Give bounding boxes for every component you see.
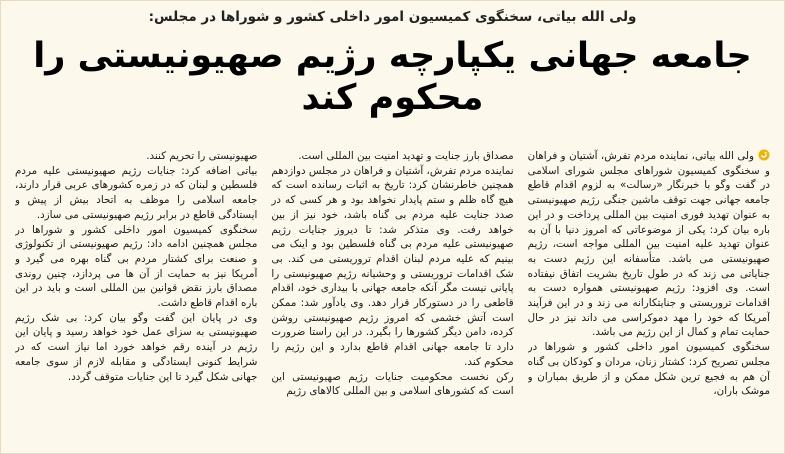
article-kicker: ولی الله بیاتی، سخنگوی کمیسیون امور داخلی کشور و شوراها در مجلس: <box>148 9 637 25</box>
paragraph: نماینده مردم تفرش، آشتیان و فراهان در مجلس دوازدهم همچنین خاطرنشان کرد: تاریخ به اثبات رسانده است که هیچ گاه ظلم و ستم پایدار نخواهد بود و هر کسی که در صدد جنایت علیه مردم بی گناه باشد، خود نیز از بین خواهد رفت. وی متذکر شد: تا دیروز جنایات رژیم صهیونیستی علیه مردم بی گناه فلسطین بود و اینک می بینیم که علیه مردم لبنان اقدام تروریستی می کند. بی شک اقدامات تروریستی و وحشیانه رژیم صهیونیستی را پایانی نیست مگر آنکه جامعه جهانی با بیداری خود، اقدام قاطعی را در دستورکار قرار دهد. وی یادآور شد: ممکن است آتش خشمی که امروز رژیم صهیونیستی روشن کرده، دامن دیگر کشورها را بگیرد. در این راستا ضرورت دارد تا جامعه جهانی اقدام قاطع بدارد و این رژیم را محکوم کند. <box>271 164 514 368</box>
article-column-1 <box>528 149 770 445</box>
paragraph: مصداق بارز جنایت و تهدید امنیت بین المللی است. <box>298 150 514 162</box>
paragraph: سخنگوی کمیسیون امور داخلی کشور و شوراها در مجلس همچنین ادامه داد: رژیم صهیونیستی از تکنولوژی و صنعت برای کشتار مردم بی گناه بهره می گیرد و آمریکا نیز به حمایت از آن ها می پردازد، چنین روندی مصداق بارز نقض قوانین بین المللی است و باید در این باره اقدام قاطع داشت. <box>15 223 258 310</box>
paragraph: بیاتی اضافه کرد: جنایات رژیم صهیونیستی علیه مردم فلسطین و لبنان که در زمره کشورهای عربی قرار دارند، جامعه اسلامی را موظف به اتحاد بیش از پیش و ایستادگی قاطع در برابر رژیم صهیونیستی می سازد. <box>15 164 258 221</box>
article-headline <box>15 35 770 119</box>
paragraph: وی در پایان این گفت وگو بیان کرد: بی شک رژیم صهیونیستی به سزای عمل خود خواهد رسید و پایان این رژیم در آینده رقم خواهد خورد اما نیاز است که در شرایط کنونی ایستادگی و مقابله لازم از سوی جامعه جهانی شکل گیرد تا این جنایات متوقف گردد. <box>15 311 258 383</box>
article-body <box>15 149 770 445</box>
paragraph: ولی الله بیاتی، نماینده مردم تفرش، آشتیان و فراهان و سخنگوی کمیسیون شوراهای مجلس شورای اسلامی در گفت وگو با خبرنگار «رسالت» به لزوم اقدام قاطع جامعه جهانی جهت توقف ماشین جنگی رژیم صهیونیستی به عنوان تهدید فوری امنیت بین المللی پرداخت و در این باره بیان کرد: یکی از موضوعاتی که امروز دنیا با آن به عنوان تهدید علیه امنیت بین المللی مواجه است، رژیم صهیونیستی می باشد. متأسفانه این رژیم دست به جنایاتی می زند که در طول تاریخ بشریت اتفاق نیفتاده است. وی افزود: رژیم صهیونیستی همواره دست به اقدامات تروریستی و جنایتکارانه می زند و در این فرآیند آمریکا که خود را مهد دموکراسی می داند نیز در حال حمایت تمام و کمال از این رژیم می باشد. <box>527 150 770 339</box>
article-column-2 <box>271 149 513 445</box>
newspaper-logo-icon <box>758 149 770 161</box>
paragraph: سخنگوی کمیسیون امور داخلی کشور و شوراها در مجلس تصریح کرد: کشتار زنان، مردان و کودکان بی گناه آن هم به فجیع ترین شکل ممکن و از طریق بمباران و موشک باران، <box>527 341 770 398</box>
paragraph: رکن نخست محکومیت جنایات رژیم صهیونیستی این است که کشورهای اسلامی و بین المللی کالاهای رژیم <box>271 370 514 398</box>
headline-line-2: محکوم کند <box>301 78 484 118</box>
article-column-3 <box>15 149 257 445</box>
headline-line-1: جامعه جهانی یکپارچه رژیم صهیونیستی را <box>33 36 752 76</box>
paragraph: صهیونیستی را تحریم کنند. <box>146 150 258 162</box>
